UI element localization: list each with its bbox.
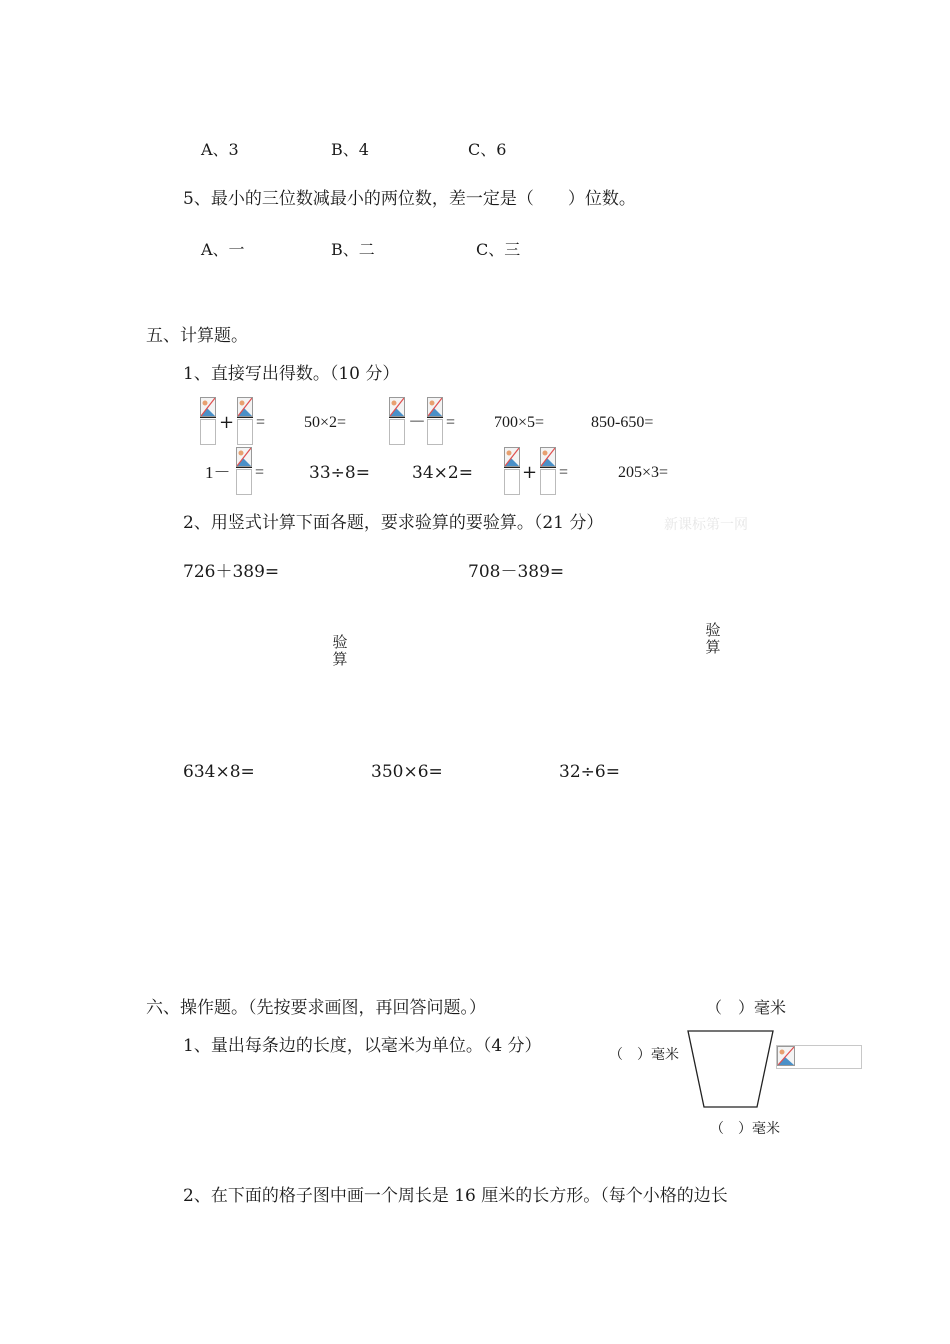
problem-32div6: 32÷6= — [559, 762, 620, 782]
q5-option-b: B、二 — [331, 240, 375, 259]
image-placeholder-icon — [427, 397, 443, 417]
image-placeholder-icon — [236, 447, 252, 467]
problem-350x6: 350×6= — [371, 762, 443, 782]
fraction-7 — [540, 447, 556, 497]
q4-option-c: C、6 — [468, 140, 507, 159]
expr-33div8: 33÷8= — [309, 463, 370, 483]
problem-708-389: 708－389= — [468, 562, 565, 582]
plus-sign: + — [522, 462, 538, 483]
q5-option-a: A、一 — [201, 240, 245, 259]
expr-205x3: 205×3= — [618, 464, 669, 481]
image-placeholder-icon — [237, 397, 253, 417]
equals-sign: = — [255, 464, 265, 481]
fraction-1 — [200, 397, 216, 447]
check-label: 验算 — [705, 621, 721, 656]
fraction-4 — [427, 397, 443, 447]
image-placeholder-icon — [777, 1046, 795, 1066]
image-placeholder-icon — [200, 397, 216, 417]
expr-700x5: 700×5= — [494, 414, 545, 431]
section6-title: 六、操作题。（先按要求画图，再回答问题。） — [146, 998, 486, 1018]
image-placeholder-icon — [504, 447, 520, 467]
problem-726-389: 726＋389= — [183, 562, 280, 582]
section5-title: 五、计算题。 — [146, 326, 248, 346]
label-bottom-mm: （ ）毫米 — [710, 1121, 780, 1137]
check-label: 验算 — [332, 633, 348, 668]
q4-option-b: B、4 — [331, 140, 369, 159]
label-top-mm: （ ）毫米 — [706, 998, 787, 1017]
equals-sign: = — [446, 414, 456, 431]
image-placeholder-icon — [389, 397, 405, 417]
one-minus: 1－ — [205, 463, 231, 482]
expr-50x2: 50×2= — [304, 414, 347, 431]
watermark: 新课标第一网 — [664, 517, 748, 533]
s5-q2-title: 2、用竖式计算下面各题，要求验算的要验算。（21 分） — [183, 513, 604, 533]
s6-q2: 2、在下面的格子图中画一个周长是 16 厘米的长方形。（每个小格的边长 — [183, 1186, 728, 1206]
problem-634x8: 634×8= — [183, 762, 255, 782]
label-left-mm: （ ）毫米 — [609, 1047, 679, 1063]
equals-sign: = — [256, 414, 266, 431]
q4-option-a: A、3 — [201, 140, 239, 159]
q5-option-c: C、三 — [476, 240, 521, 259]
s6-q1: 1、量出每条边的长度，以毫米为单位。（4 分） — [183, 1036, 542, 1056]
expr-34x2: 34×2= — [412, 463, 473, 483]
fraction-3 — [389, 397, 405, 447]
expr-850-650: 850-650= — [591, 414, 654, 431]
fraction-5 — [236, 447, 252, 497]
image-placeholder-icon — [540, 447, 556, 467]
equals-sign: = — [559, 464, 569, 481]
minus-sign: － — [408, 412, 426, 433]
s5-q1-title: 1、直接写出得数。（10 分） — [183, 364, 400, 384]
fraction-6 — [504, 447, 520, 497]
q5-text: 5、最小的三位数减最小的两位数，差一定是（ ）位数。 — [183, 189, 636, 209]
fraction-2 — [237, 397, 253, 447]
plus-sign: + — [219, 412, 235, 433]
trapezoid-figure — [680, 1028, 790, 1112]
